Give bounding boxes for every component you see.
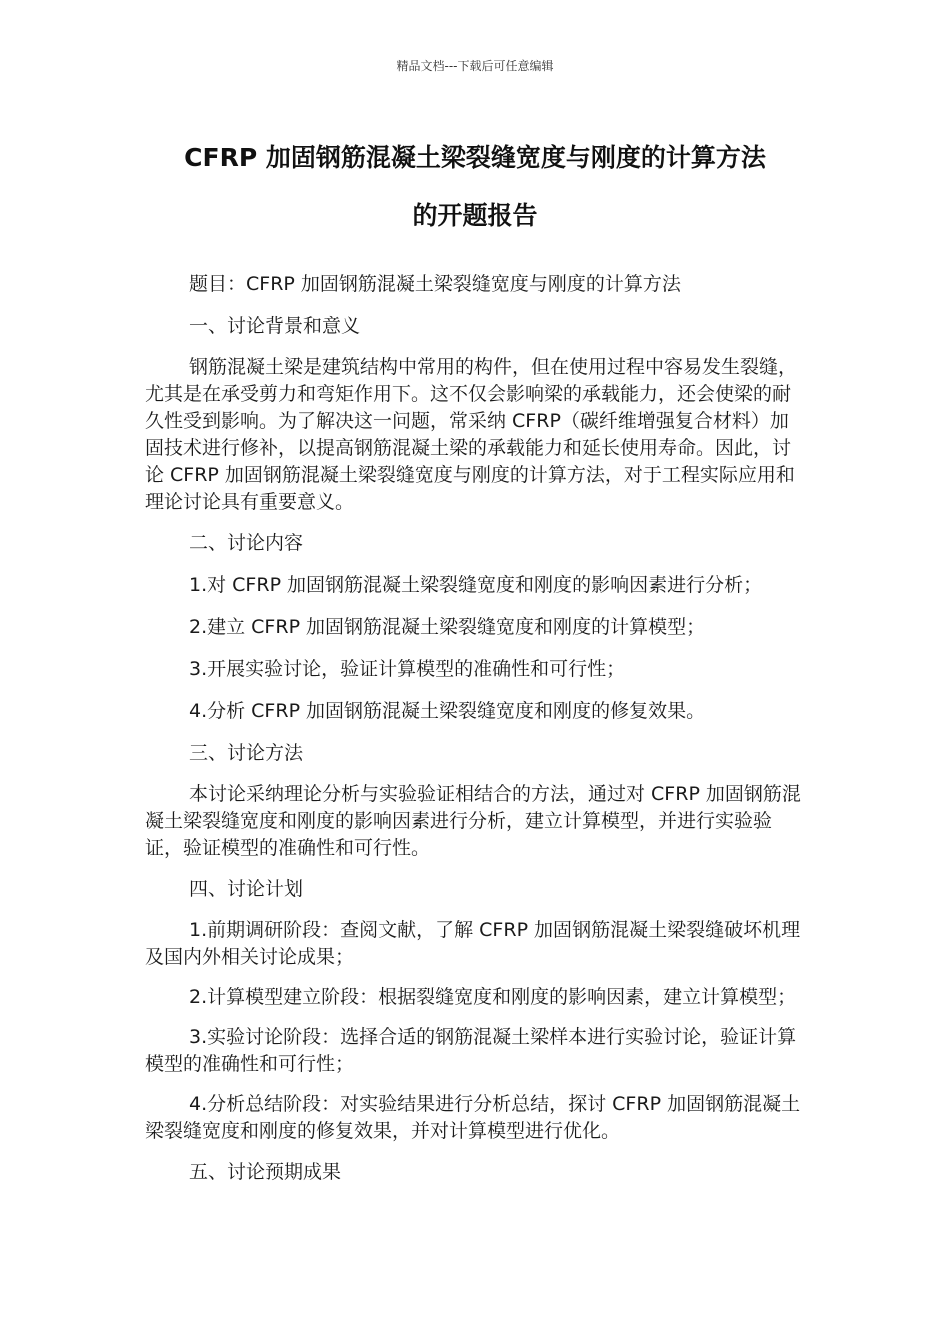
method-paragraph: 本讨论采纳理论分析与实验验证相结合的方法，通过对 CFRP 加固钢筋混凝土梁裂缝宽度和刚度的影响因素进行分析，建立计算模型，并进行实验验证，验证模型的准确性和可行性。 bbox=[145, 783, 801, 859]
plan-item-4: 4.分析总结阶段：对实验结果进行分析总结，探讨 CFRP 加固钢筋混凝土梁裂缝宽度和刚度的修复效果，并对计算模型进行优化。 bbox=[145, 1093, 801, 1142]
plan-item-2: 2.计算模型建立阶段：根据裂缝宽度和刚度的影响因素，建立计算模型； bbox=[189, 986, 797, 1008]
document-title-line-2: 的开题报告 bbox=[412, 201, 538, 230]
subject-line: 题目：CFRP 加固钢筋混凝土梁裂缝宽度与刚度的计算方法 bbox=[189, 273, 681, 295]
plan-item-1: 1.前期调研阶段：查阅文献，了解 CFRP 加固钢筋混凝土梁裂缝破坏机理及国内外相关讨论成果； bbox=[145, 919, 801, 968]
document-title-line-1: CFRP 加固钢筋混凝土梁裂缝宽度与刚度的计算方法 bbox=[184, 143, 766, 172]
section-heading-plan: 四、讨论计划 bbox=[189, 878, 304, 900]
header-note: 精品文档---下载后可任意编辑 bbox=[396, 59, 554, 73]
content-item-2: 2.建立 CFRP 加固钢筋混凝土梁裂缝宽度和刚度的计算模型； bbox=[189, 616, 706, 638]
content-item-1: 1.对 CFRP 加固钢筋混凝土梁裂缝宽度和刚度的影响因素进行分析； bbox=[189, 574, 763, 596]
document-body bbox=[145, 270, 805, 1200]
content-item-4: 4.分析 CFRP 加固钢筋混凝土梁裂缝宽度和刚度的修复效果。 bbox=[189, 700, 706, 722]
content-item-3: 3.开展实验讨论，验证计算模型的准确性和可行性； bbox=[189, 658, 626, 680]
section-heading-background: 一、讨论背景和意义 bbox=[189, 315, 361, 337]
section-heading-method: 三、讨论方法 bbox=[189, 742, 304, 764]
plan-item-3: 3.实验讨论阶段：选择合适的钢筋混凝土梁样本进行实验讨论，验证计算模型的准确性和可行性； bbox=[145, 1026, 797, 1075]
section-heading-expected-results: 五、讨论预期成果 bbox=[189, 1161, 342, 1183]
section-heading-content: 二、讨论内容 bbox=[189, 532, 304, 554]
background-paragraph: 钢筋混凝土梁是建筑结构中常用的构件，但在使用过程中容易发生裂缝，尤其是在承受剪力和弯矩作用下。这不仅会影响梁的承载能力，还会使梁的耐久性受到影响。为了解决这一问题，常采纳 CFRP（碳纤维增强复合材料）加固技术进行修补，以提高钢筋混凝土梁的承载能力和延长使用寿命。因此，讨论 CFRP 加固钢筋混凝土梁裂缝宽度与刚度的计算方法，对于工程实际应用和理论讨论具有重要意义。 bbox=[145, 356, 798, 513]
